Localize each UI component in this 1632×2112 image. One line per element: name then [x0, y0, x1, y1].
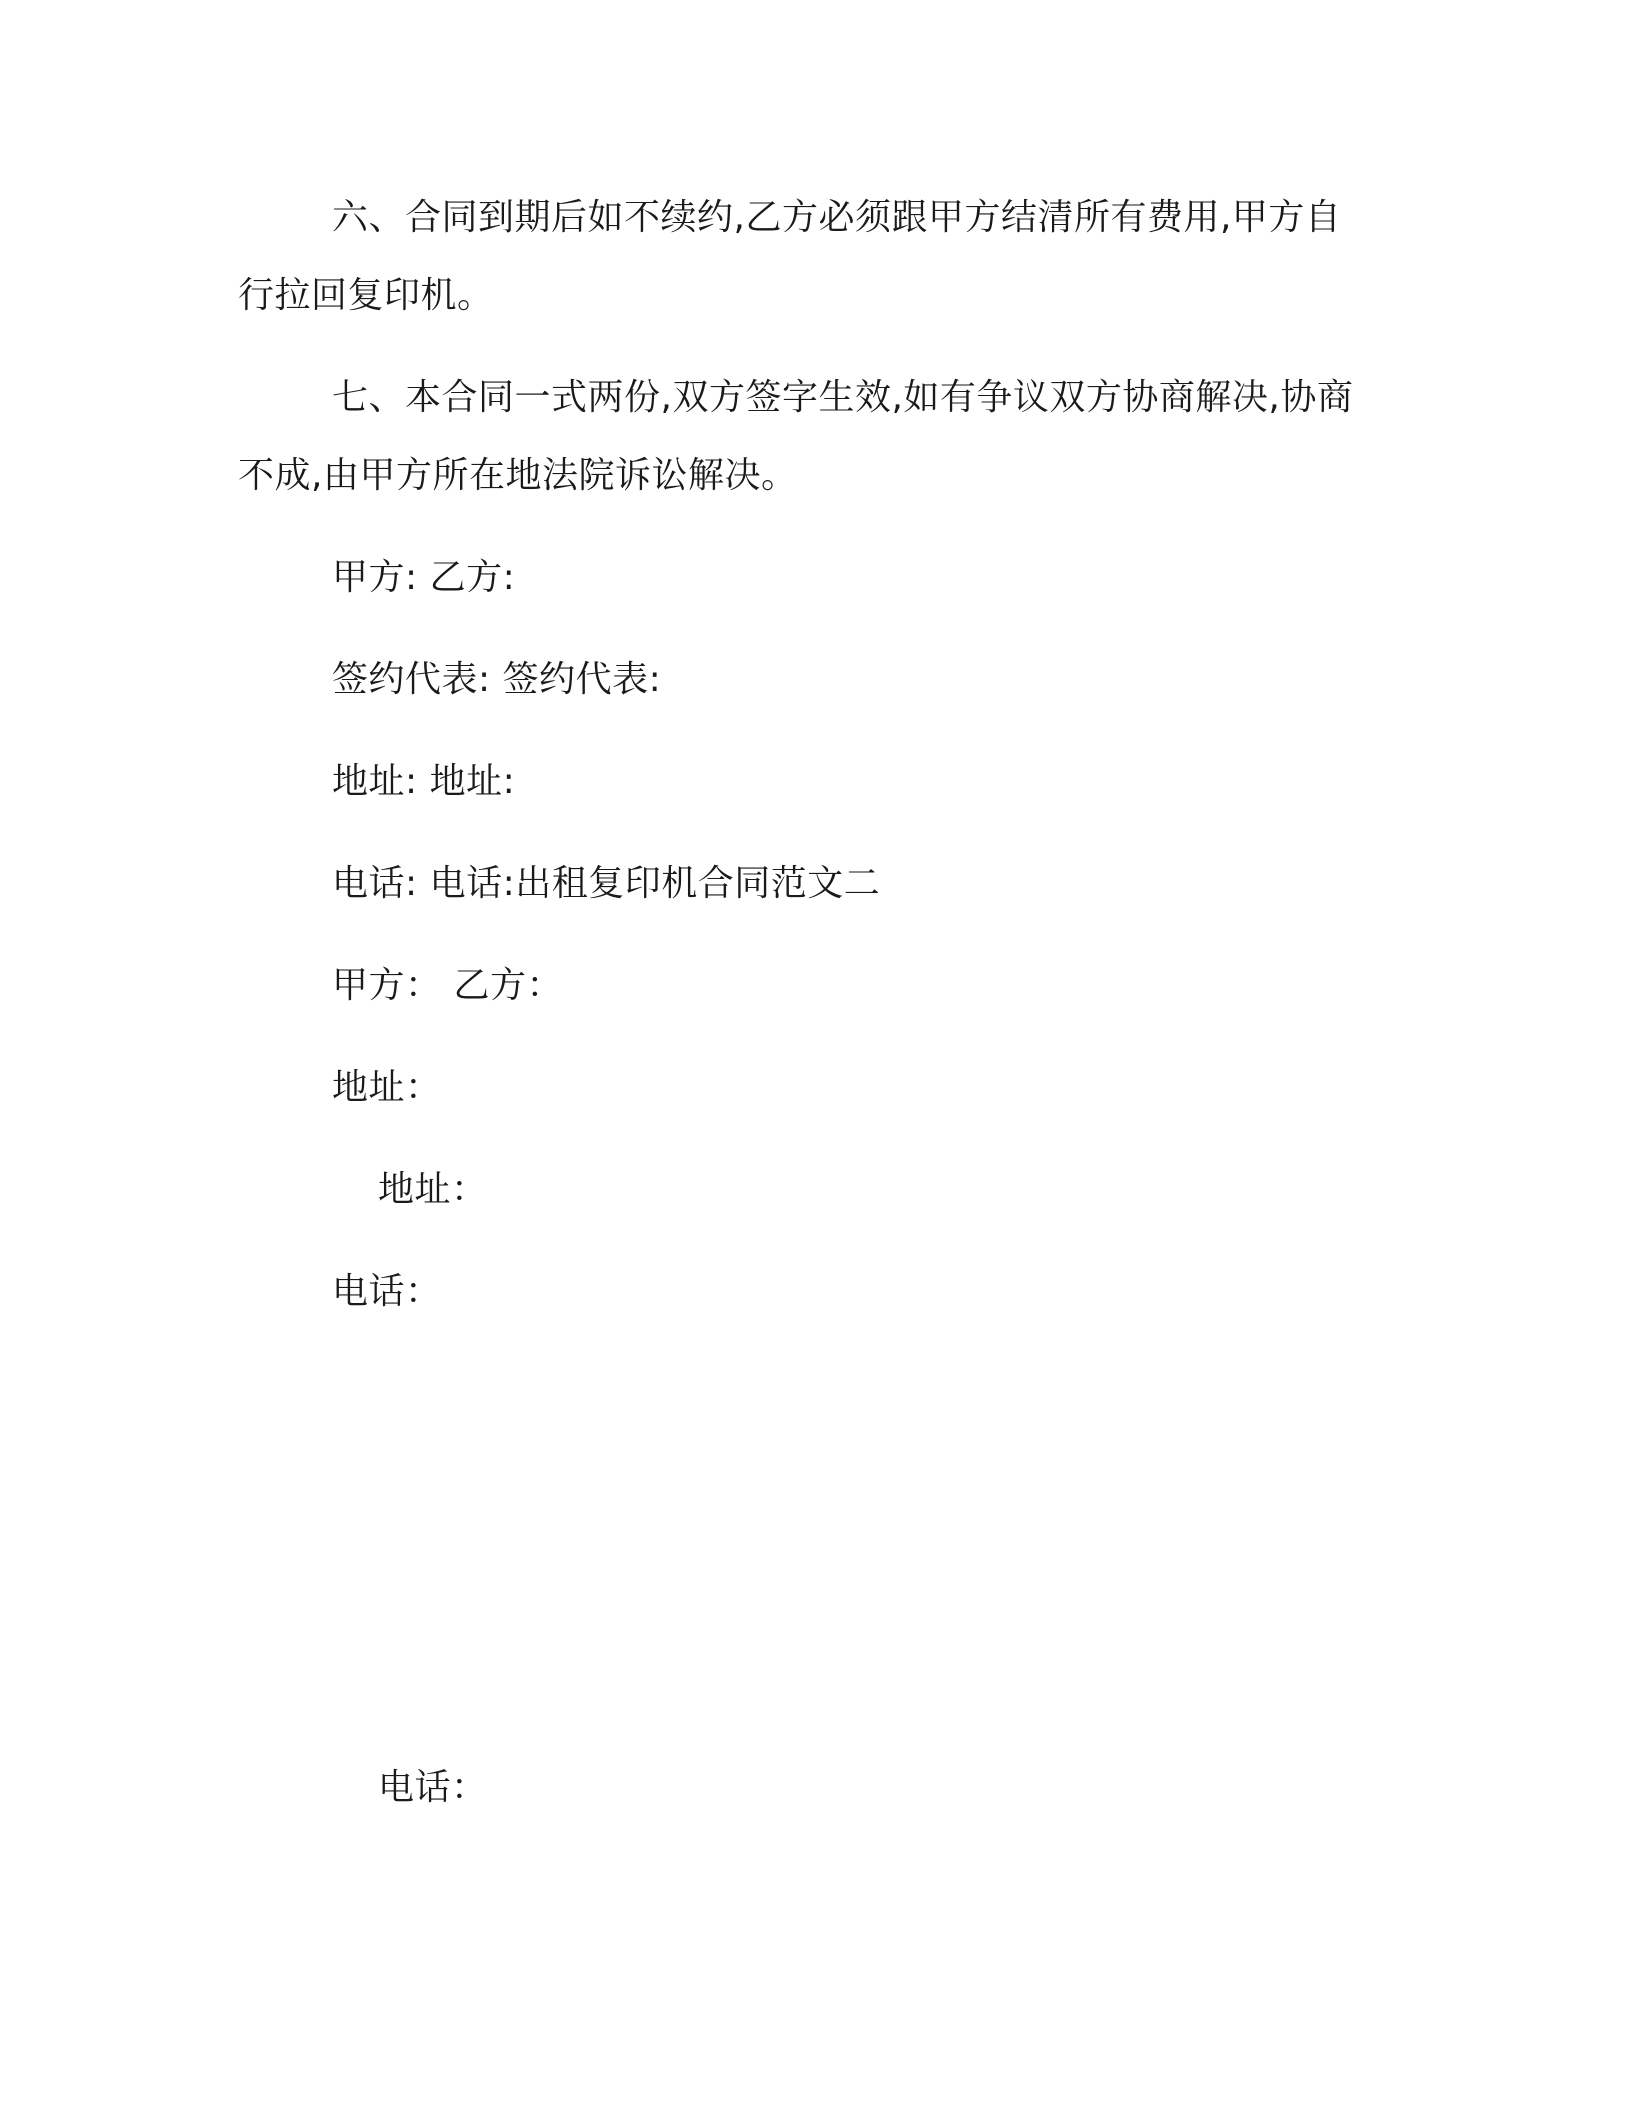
clause-six-line-1: 六、合同到期后如不续约,乙方必须跟甲方结清所有费用,甲方自	[332, 197, 1342, 238]
second-contract-phone-a: 电话：	[332, 1271, 442, 1312]
second-contract-parties: 甲方： 乙方：	[332, 965, 563, 1006]
second-contract-address-b: 地址：	[378, 1169, 488, 1210]
signature-parties: 甲方: 乙方:	[332, 557, 516, 598]
signature-phone-and-title: 电话: 电话:出租复印机合同范文二	[332, 863, 881, 904]
signature-representatives: 签约代表: 签约代表:	[332, 659, 662, 700]
second-contract-address-a: 地址：	[332, 1067, 442, 1108]
signature-address: 地址: 地址:	[332, 761, 516, 802]
clause-seven-line-2: 不成,由甲方所在地法院诉讼解决。	[238, 455, 798, 496]
clause-seven-line-1: 七、本合同一式两份,双方签字生效,如有争议双方协商解决,协商	[332, 377, 1354, 418]
clause-six-line-2: 行拉回复印机。	[238, 275, 494, 316]
second-contract-phone-b: 电话：	[378, 1767, 488, 1808]
